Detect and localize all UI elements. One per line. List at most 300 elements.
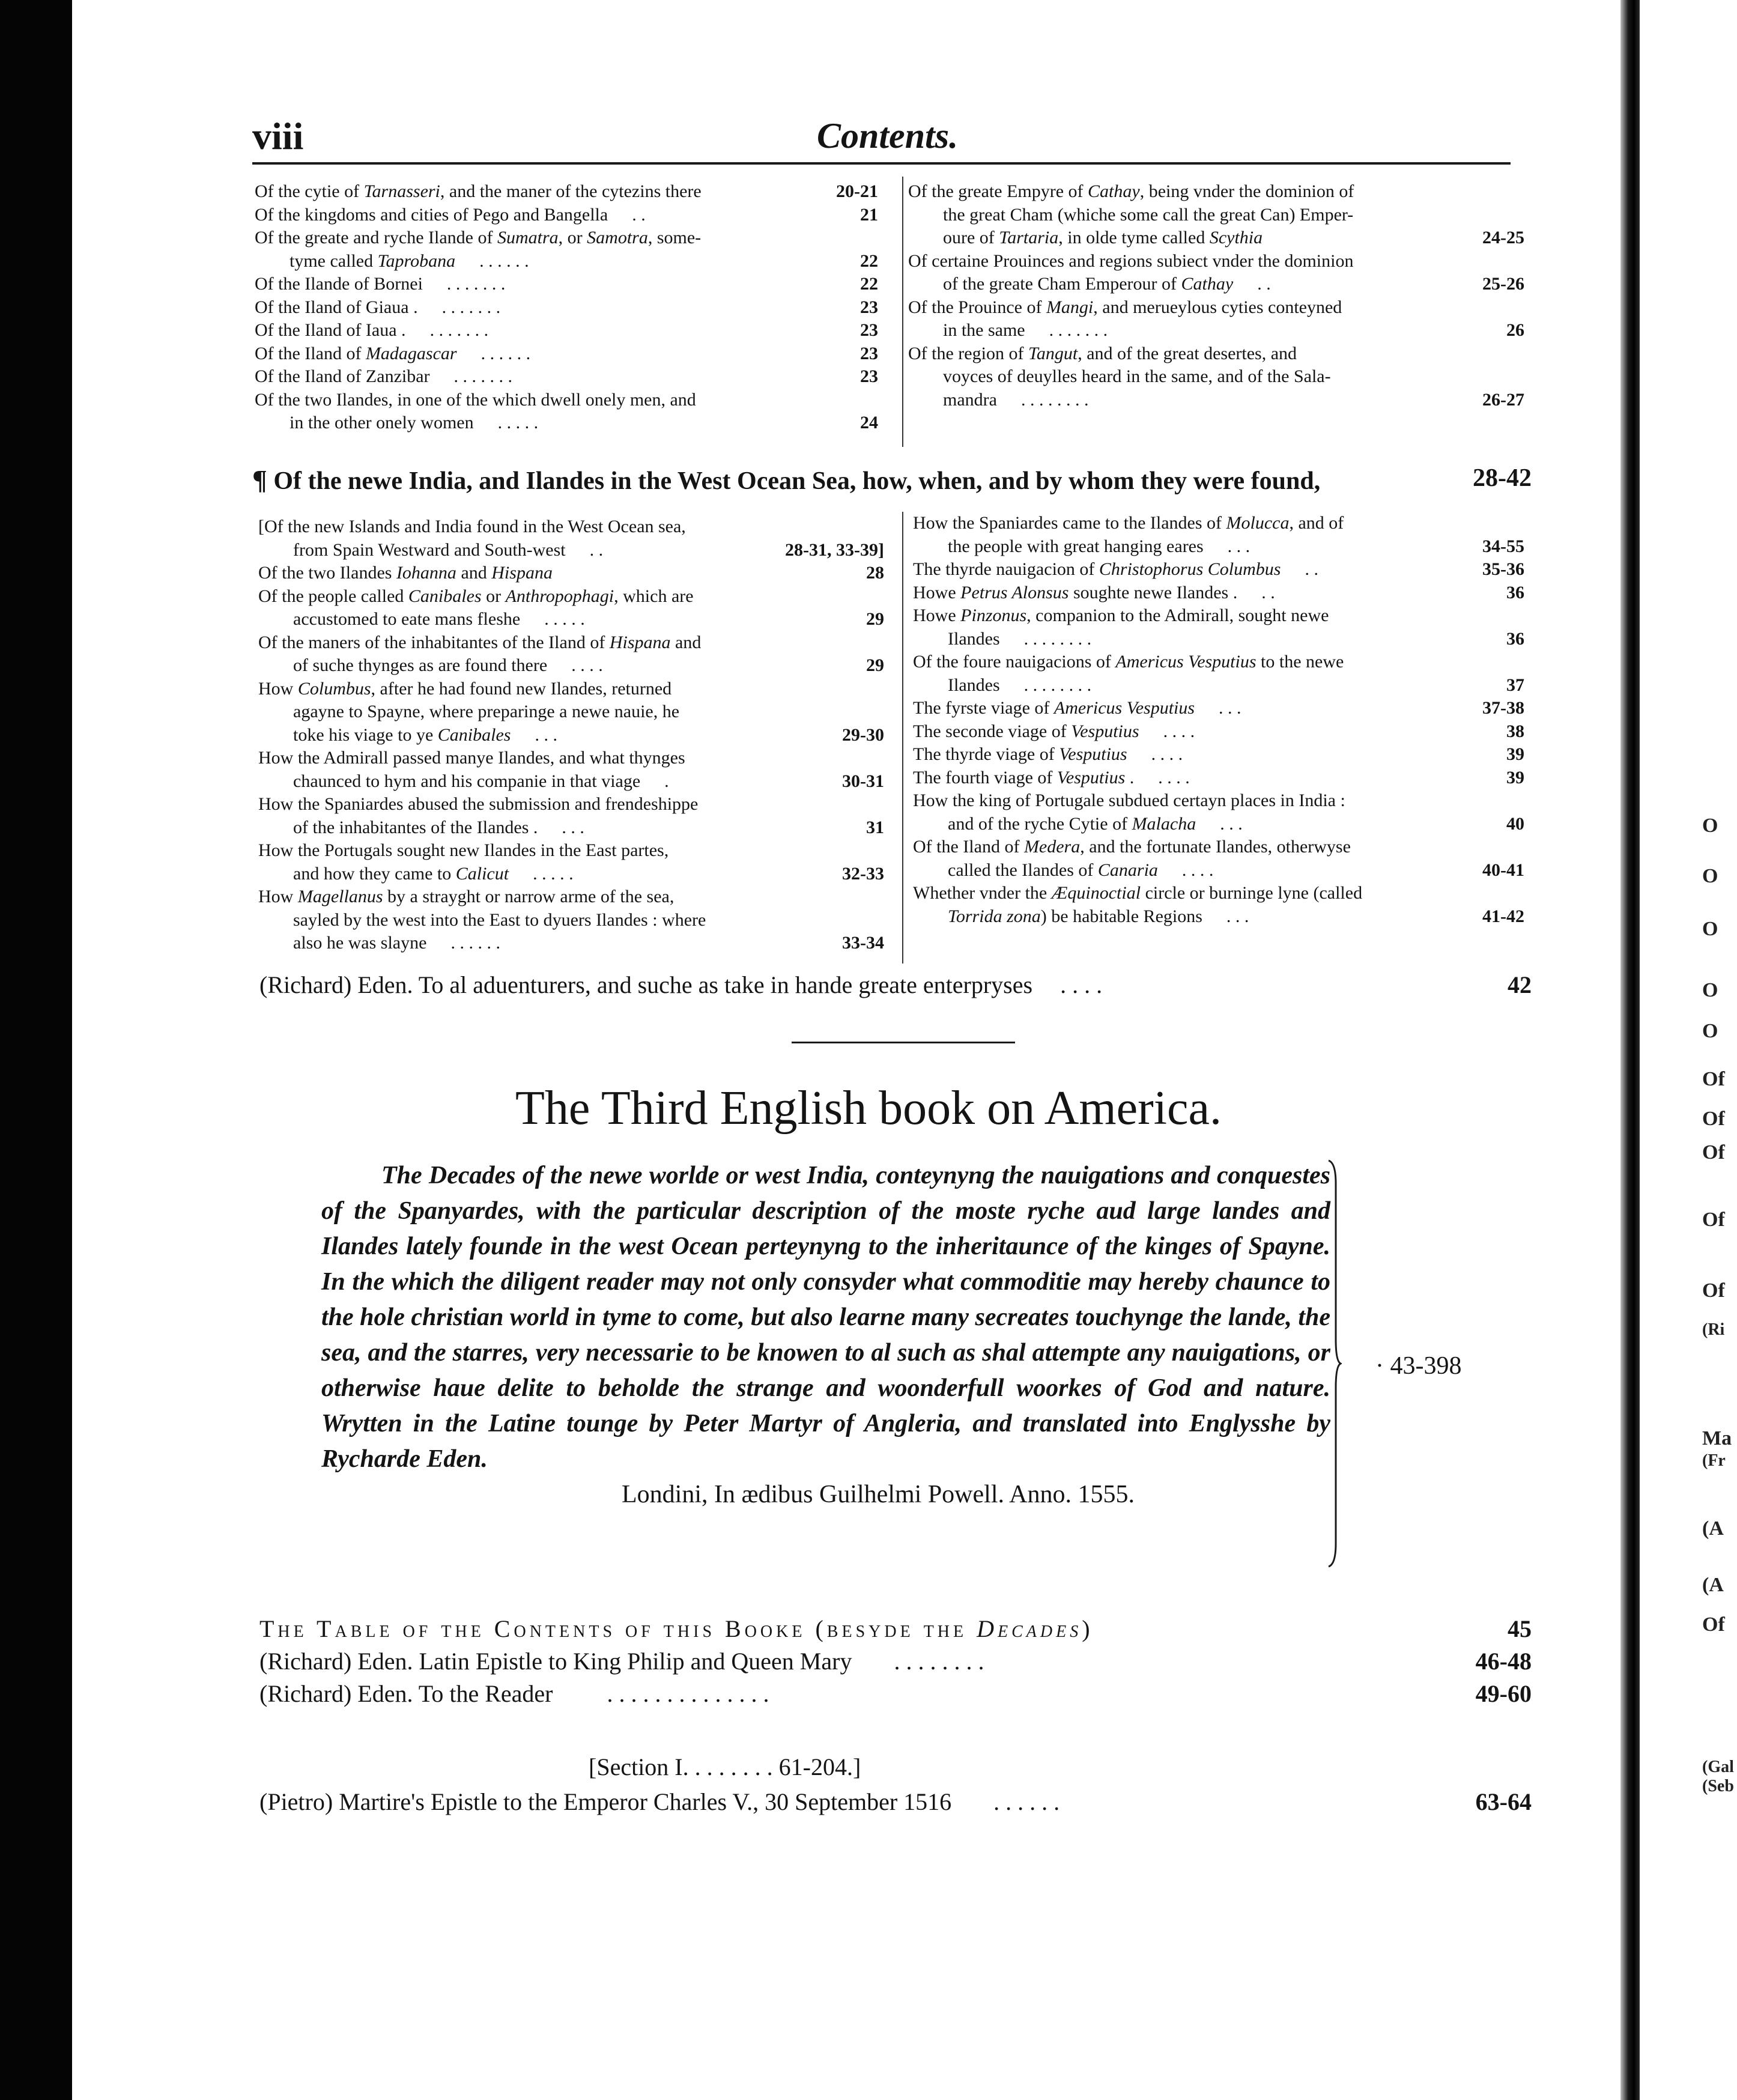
entry-continuation bbox=[258, 909, 794, 932]
contents-entry bbox=[908, 296, 1524, 342]
entry-continuation bbox=[258, 608, 794, 631]
entry-text-run: tyme called bbox=[290, 250, 378, 271]
entry-text-run: toke his viage to ye bbox=[293, 724, 438, 745]
leader-dots: . . bbox=[1257, 274, 1271, 294]
entry-text-run: The thyrde viage of bbox=[913, 744, 1059, 764]
latin-epistle-dots: . . . . . . . . bbox=[894, 1648, 984, 1675]
entry-title bbox=[913, 789, 1524, 836]
entry-text-run: , and the fortunate Ilandes, otherwyse bbox=[1080, 837, 1351, 857]
leader-dots: . . . . . . bbox=[450, 933, 500, 953]
martire-epistle-dots: . . . . . . bbox=[993, 1788, 1060, 1815]
section-heading-text: Of the newe India, and Ilandes in the West Ocean Sea, how, when, and by whom they were found, bbox=[273, 467, 1321, 495]
entry-page: 29-30 bbox=[842, 724, 884, 745]
entry-page: 32-33 bbox=[842, 863, 884, 884]
entry-text-run: or bbox=[481, 586, 506, 606]
decades-title-text: The Decades of the newe worlde or west India, conteynyng the nauigations and conquestes of the Spanyardes, with the particular description of the moste ryche aud large landes and Ilandes lately founde in the west Ocean perteynyng to the inheritaunce of the kinges of Spayne. In the which the diligent reader may not only consyder what commoditie may hereby chaunce to the hole christian world in tyme to come, but also learne many secreates touchynge the lande, the sea, and the starres, very necessarie to be knowen to al such as shal attempte any nauigations, or otherwise haue delite to beholde the strange and woonderfull woorkes of God and nature. Wrytten in the Latine tounge by Peter Martyr of Angleria, and translated into Englysshe by Rycharde Eden. bbox=[321, 1162, 1330, 1473]
entry-page: 22 bbox=[860, 250, 878, 271]
leader-dots: . . . . . bbox=[544, 609, 585, 629]
contents-entry bbox=[255, 273, 878, 296]
eden-adventurers-text: (Richard) Eden. To al aduenturers, and suche as take in hande greate enterpryses bbox=[259, 971, 1033, 998]
entry-text-run: in the other onely women bbox=[290, 413, 474, 432]
entry-page: 29 bbox=[866, 655, 884, 675]
entry-text-run: from Spain Westward and South-west bbox=[293, 539, 566, 560]
entry-page: 36 bbox=[1506, 628, 1524, 649]
entry-continuation bbox=[258, 932, 794, 955]
entry-text-run: Howe bbox=[913, 605, 961, 625]
entry-text-run: , being vnder the dominion of bbox=[1139, 181, 1354, 201]
entry-text-run: Ilandes bbox=[948, 628, 1000, 649]
entry-text-run: Cathay bbox=[1181, 274, 1234, 294]
entry-text-run: Medera bbox=[1023, 837, 1081, 857]
contents-entry bbox=[258, 793, 884, 839]
entry-text-run: of the inhabitantes of the Ilandes . bbox=[293, 817, 538, 837]
leader-dots: . . . bbox=[1219, 698, 1241, 718]
entry-text-run: How the Spaniardes came to the Ilandes of bbox=[913, 513, 1226, 533]
entry-text-run: Ilandes bbox=[948, 675, 1000, 695]
entry-text-run: Tangut bbox=[1028, 343, 1078, 363]
eden-adventurers-dots: . . . . bbox=[1060, 971, 1103, 998]
entry-text-run: Of the people called bbox=[258, 586, 408, 606]
entry-text-run: Of the two Ilandes, in one of the which dwell onely men, and bbox=[255, 389, 696, 410]
entry-text-run: Of the Iland of Zanzibar bbox=[255, 366, 430, 386]
leader-dots: . . bbox=[632, 204, 646, 225]
entry-text-run: How bbox=[258, 678, 298, 699]
facing-page-fragment: Of bbox=[1702, 1613, 1725, 1636]
brace-icon bbox=[1327, 1159, 1342, 1568]
entry-text-run: Of the two Ilandes bbox=[258, 563, 396, 583]
contents-entry bbox=[258, 885, 884, 955]
entry-continuation bbox=[913, 674, 1434, 697]
entry-title bbox=[913, 558, 1524, 581]
entry-title bbox=[255, 180, 878, 204]
entry-continuation bbox=[913, 859, 1434, 882]
martire-epistle-entry bbox=[259, 1788, 1532, 1816]
facing-page-fragment: Of bbox=[1702, 1108, 1725, 1130]
to-reader-dots: . . . . . . . . . . . . . . bbox=[607, 1680, 769, 1707]
entry-text-run: , and merueylous cyties conteyned bbox=[1093, 297, 1342, 317]
contents-entry bbox=[913, 766, 1524, 790]
leader-dots: . . . . . . bbox=[479, 250, 529, 271]
entry-continuation bbox=[913, 905, 1434, 929]
entry-title bbox=[258, 678, 884, 747]
facing-page-fragment: O bbox=[1702, 815, 1718, 837]
header-rule bbox=[252, 162, 1511, 165]
scan-left-edge bbox=[0, 0, 72, 2100]
to-reader-text: (Richard) Eden. To the Reader bbox=[259, 1680, 553, 1707]
contents-entry bbox=[258, 515, 884, 562]
entry-text-run: the great Cham (whiche some call the great Can) Emper- bbox=[943, 204, 1354, 225]
entry-text-run: oure of bbox=[943, 228, 999, 247]
entry-page: 35-36 bbox=[1482, 559, 1524, 579]
column-divider-upper bbox=[902, 177, 903, 447]
entry-title bbox=[913, 836, 1524, 882]
entry-text-run: voyces of deuylles heard in the same, and of the Sala- bbox=[943, 366, 1331, 386]
decades-word: Decades bbox=[977, 1615, 1082, 1642]
entry-text-run: Iohanna bbox=[396, 563, 456, 583]
to-reader-entry bbox=[259, 1680, 1532, 1708]
entry-title bbox=[908, 250, 1524, 296]
contents-entry bbox=[913, 581, 1524, 605]
entry-text-run: also he was slayne bbox=[293, 933, 427, 953]
entry-page: 24 bbox=[860, 413, 878, 432]
entry-continuation bbox=[258, 539, 794, 562]
latin-epistle-text: (Richard) Eden. Latin Epistle to King Philip and Queen Mary bbox=[259, 1648, 852, 1675]
eden-adventurers-page: 42 bbox=[1508, 971, 1532, 998]
entry-title bbox=[255, 204, 878, 227]
entry-text-run: Malacha bbox=[1132, 813, 1196, 834]
entry-text-run: sayled by the west into the East to dyuers Ilandes : where bbox=[293, 909, 706, 930]
entry-text-run: soughte newe Ilandes . bbox=[1069, 582, 1238, 602]
entry-text-run: called the Ilandes of bbox=[948, 860, 1098, 880]
leader-dots: . . . . bbox=[1158, 767, 1190, 788]
entry-text-run: and how they came to bbox=[293, 863, 456, 884]
leader-dots: . . . . . . . bbox=[429, 320, 489, 340]
entry-page: 26-27 bbox=[1482, 389, 1524, 410]
entry-text-run: Of the maners of the inhabitantes of the Iland of bbox=[258, 632, 610, 652]
entry-text-run: Taprobana bbox=[377, 250, 456, 271]
entry-text-run: How bbox=[258, 887, 298, 906]
entry-page: 23 bbox=[860, 320, 878, 340]
book-title: The Third English book on America. bbox=[515, 1082, 1222, 1135]
entry-text-run: Christophorus Columbus bbox=[1099, 559, 1281, 579]
entry-page: 37 bbox=[1506, 675, 1524, 695]
entry-text-run: Howe bbox=[913, 582, 961, 602]
entry-title bbox=[913, 743, 1524, 766]
to-reader-page: 49-60 bbox=[1475, 1680, 1532, 1707]
contents-column-upper-left bbox=[255, 180, 878, 435]
entry-continuation bbox=[908, 204, 1434, 227]
entry-page: 36 bbox=[1506, 582, 1524, 602]
entry-title bbox=[908, 296, 1524, 342]
entry-title bbox=[913, 604, 1524, 651]
decades-entry-page: · 43-398 bbox=[1375, 1352, 1462, 1380]
leader-dots: . . . . . bbox=[497, 413, 539, 432]
entry-text-run: Hispana bbox=[609, 632, 671, 652]
entry-text-run: Calicut bbox=[455, 863, 509, 884]
entry-title bbox=[255, 226, 878, 273]
entry-text-run: Vesputius bbox=[1059, 744, 1127, 764]
entry-continuation bbox=[908, 226, 1434, 250]
entry-text-run: Petrus Alonsus bbox=[960, 582, 1069, 602]
facing-page-fragment: Ma bbox=[1702, 1427, 1732, 1449]
entry-page: 30-31 bbox=[842, 771, 884, 791]
leader-dots: . . . . . . bbox=[480, 343, 531, 363]
entry-page: 31 bbox=[866, 817, 884, 837]
contents-entry bbox=[913, 697, 1524, 720]
leader-dots: . . . . . . . . bbox=[1023, 675, 1092, 695]
entry-page: 23 bbox=[860, 366, 878, 386]
entry-text-run: and bbox=[456, 563, 492, 583]
entry-text-run: Of the greate Empyre of bbox=[908, 181, 1088, 201]
entry-title bbox=[255, 365, 878, 389]
leader-dots: . . . bbox=[1226, 906, 1249, 926]
contents-entry bbox=[908, 250, 1524, 296]
entry-text-run: The fyrste viage of bbox=[913, 698, 1054, 718]
entry-continuation bbox=[255, 250, 788, 273]
entry-continuation bbox=[258, 700, 794, 724]
decades-imprint: Londini, In ædibus Guilhelmi Powell. Anno. 1555. bbox=[622, 1481, 1135, 1508]
entry-page: 25-26 bbox=[1482, 274, 1524, 294]
contents-entry bbox=[255, 180, 878, 204]
entry-text-run: How the king of Portugale subdued certayn places in India : bbox=[913, 791, 1345, 810]
entry-text-run: Americus Vesputius bbox=[1053, 698, 1195, 718]
entry-text-run: Pinzonus bbox=[960, 605, 1027, 625]
entry-text-run: , or bbox=[558, 228, 587, 247]
leader-dots: . . . bbox=[1227, 536, 1250, 556]
contents-entry bbox=[913, 720, 1524, 744]
contents-entry bbox=[255, 342, 878, 366]
entry-text-run: Anthropophagi bbox=[505, 586, 614, 606]
leader-dots: . . . . . . . bbox=[441, 297, 501, 317]
entry-continuation bbox=[913, 813, 1434, 836]
entry-text-run: , companion to the Admirall, sought newe bbox=[1026, 605, 1329, 625]
entry-text-run: The fourth viage of bbox=[913, 767, 1057, 788]
entry-text-run: . bbox=[1125, 767, 1135, 788]
contents-entry bbox=[255, 365, 878, 389]
contents-entry bbox=[255, 204, 878, 227]
facing-page-fragment: (A bbox=[1702, 1517, 1724, 1540]
facing-page-fragment: O bbox=[1702, 979, 1718, 1001]
entry-title bbox=[258, 585, 884, 631]
table-of-contents-text: The Table of the Contents of this Booke (besyde the bbox=[259, 1615, 977, 1642]
entry-title bbox=[908, 342, 1524, 412]
entry-text-run: Of certaine Prouinces and regions subiect vnder the dominion bbox=[908, 250, 1354, 271]
page-number: viii bbox=[252, 115, 304, 157]
entry-text-run: Of the region of bbox=[908, 343, 1028, 363]
entry-page: 39 bbox=[1506, 744, 1524, 764]
decades-description bbox=[321, 1158, 1330, 1513]
contents-entry bbox=[258, 562, 884, 585]
leader-dots: . . bbox=[1261, 582, 1275, 602]
entry-text-run: Canibales bbox=[437, 724, 511, 745]
entry-title bbox=[913, 720, 1524, 744]
entry-text-run: Molucca bbox=[1226, 513, 1290, 533]
facing-page-fragment: Of bbox=[1702, 1068, 1725, 1090]
entry-page: 29 bbox=[866, 609, 884, 629]
entry-text-run: Vesputius bbox=[1056, 767, 1126, 788]
entry-text-run: How the Spaniardes abused the submission and frendeshippe bbox=[258, 794, 699, 814]
entry-title bbox=[908, 180, 1524, 250]
entry-text-run: Torrida zona bbox=[948, 906, 1041, 926]
pilcrow-icon: ¶ bbox=[252, 464, 267, 495]
entry-text-run: ) be habitable Regions bbox=[1040, 906, 1202, 926]
contents-entry bbox=[255, 226, 878, 273]
entry-text-run: [Of the new Islands and India found in the West Ocean sea, bbox=[258, 517, 686, 536]
west-ocean-section-heading bbox=[252, 464, 1532, 496]
entry-page: 20-21 bbox=[836, 181, 878, 201]
entry-text-run: Of the Iland of bbox=[255, 343, 366, 363]
entry-title bbox=[913, 651, 1524, 697]
table-of-contents-page: 45 bbox=[1508, 1615, 1532, 1642]
entry-title bbox=[913, 697, 1524, 720]
entry-continuation bbox=[908, 273, 1434, 296]
contents-entry bbox=[255, 389, 878, 435]
entry-continuation bbox=[913, 535, 1434, 559]
entry-title bbox=[913, 512, 1524, 558]
entry-continuation bbox=[908, 365, 1434, 389]
entry-text-run: How the Admirall passed manye Ilandes, and what thynges bbox=[258, 748, 685, 768]
entry-text-run: , and of bbox=[1289, 513, 1344, 533]
facing-page-fragment: Of bbox=[1702, 1279, 1725, 1302]
contents-entry bbox=[913, 651, 1524, 697]
entry-text-run: Of the foure nauigacions of bbox=[913, 652, 1116, 672]
contents-entry bbox=[913, 836, 1524, 882]
entry-continuation bbox=[255, 411, 788, 435]
entry-page: 28-31, 33-39] bbox=[785, 539, 884, 560]
martire-epistle-page: 63-64 bbox=[1475, 1788, 1532, 1815]
running-title: Contents. bbox=[817, 116, 959, 156]
entry-page: 26 bbox=[1506, 320, 1524, 340]
entry-text-run: Canaria bbox=[1097, 860, 1158, 880]
contents-entry bbox=[913, 882, 1524, 928]
contents-entry bbox=[908, 180, 1524, 250]
entry-continuation bbox=[258, 816, 794, 840]
leader-dots: . . bbox=[1305, 559, 1318, 579]
entry-text-run: Æquinoctial bbox=[1051, 883, 1141, 903]
facing-page-fragment: (Seb bbox=[1702, 1777, 1734, 1795]
facing-page-fragment: O bbox=[1702, 865, 1718, 887]
entry-text-run: mandra bbox=[943, 389, 997, 410]
entry-text-run: Of the greate and ryche Ilande of bbox=[255, 228, 497, 247]
contents-entry bbox=[258, 631, 884, 678]
entry-continuation bbox=[913, 628, 1434, 651]
facing-page-fragment: Of bbox=[1702, 1209, 1725, 1231]
contents-column-lower-right bbox=[913, 512, 1524, 928]
contents-entry bbox=[255, 296, 878, 320]
contents-entry bbox=[913, 743, 1524, 766]
leader-dots: . . . . bbox=[1181, 860, 1214, 880]
latin-epistle-page: 46-48 bbox=[1475, 1648, 1532, 1675]
table-of-contents-close: ) bbox=[1082, 1615, 1090, 1642]
entry-text-run: , and of the great desertes, and bbox=[1078, 343, 1297, 363]
entry-page: 40 bbox=[1506, 813, 1524, 834]
contents-column-lower-left bbox=[258, 515, 884, 955]
column-divider-lower bbox=[902, 512, 903, 964]
leader-dots: . . . bbox=[1220, 813, 1243, 834]
entry-text-run: the people with great hanging eares bbox=[948, 536, 1204, 556]
entry-page: 28 bbox=[866, 563, 884, 583]
entry-text-run: agayne to Spayne, where preparinge a newe nauie, he bbox=[293, 702, 680, 721]
leader-dots: . . bbox=[589, 539, 604, 560]
entry-text-run: The seconde viage of bbox=[913, 721, 1072, 741]
contents-entry bbox=[908, 342, 1524, 412]
entry-text-run: Madagascar bbox=[365, 343, 457, 363]
entry-page: 34-55 bbox=[1482, 536, 1524, 556]
entry-title bbox=[913, 581, 1524, 605]
facing-page-fragment: (Ri bbox=[1702, 1320, 1725, 1339]
leader-dots: . . . bbox=[562, 817, 584, 837]
table-of-contents-entry bbox=[259, 1615, 1532, 1643]
entry-page: 22 bbox=[860, 274, 878, 294]
leader-dots: . . . . . . . . bbox=[1023, 628, 1092, 649]
entry-text-run: , some- bbox=[647, 228, 702, 247]
facing-page-fragment: Of bbox=[1702, 1141, 1725, 1164]
entry-text-run: , in olde tyme called bbox=[1058, 228, 1210, 247]
facing-page-fragment: (A bbox=[1702, 1574, 1724, 1596]
eden-adventurers-entry bbox=[259, 971, 1532, 999]
leader-dots: . . . bbox=[535, 724, 557, 745]
leader-dots: . . . . bbox=[1151, 744, 1183, 764]
facing-page-fragment: (Gal bbox=[1702, 1758, 1734, 1776]
entry-text-run: Tartaria bbox=[999, 228, 1059, 247]
entry-text-run: of suche thynges as are found there bbox=[293, 655, 548, 675]
leader-dots: . bbox=[664, 771, 669, 791]
entry-text-run: accustomed to eate mans fleshe bbox=[293, 609, 521, 629]
contents-entry bbox=[913, 558, 1524, 581]
entry-continuation bbox=[258, 724, 794, 747]
entry-text-run: Columbus bbox=[297, 678, 371, 699]
entry-title bbox=[258, 793, 884, 839]
entry-text-run: Samotra bbox=[587, 228, 648, 247]
entry-text-run: Sumatra bbox=[497, 228, 559, 247]
entry-text-run: Vesputius bbox=[1071, 721, 1139, 741]
entry-title bbox=[258, 631, 884, 678]
facing-page-fragment: O bbox=[1702, 918, 1718, 940]
entry-text-run: Of the Ilande of Bornei bbox=[255, 274, 423, 294]
entry-text-run: in the same bbox=[943, 320, 1025, 340]
leader-dots: . . . . . . . bbox=[453, 366, 513, 386]
entry-text-run: chaunced to hym and his companie in that viage bbox=[293, 771, 641, 791]
entry-page: 41-42 bbox=[1482, 906, 1524, 926]
entry-page: 23 bbox=[860, 343, 878, 363]
entry-text-run: Of the Iland of Iaua . bbox=[255, 320, 406, 340]
entry-text-run: Of the Iland of Giaua . bbox=[255, 297, 418, 317]
contents-entry bbox=[913, 789, 1524, 836]
entry-text-run: Hispana bbox=[491, 563, 553, 583]
entry-page: 38 bbox=[1506, 721, 1524, 741]
entry-text-run: of the greate Cham Emperour of bbox=[943, 274, 1181, 294]
martire-epistle-text: (Pietro) Martire's Epistle to the Emperor Charles V., 30 September 1516 bbox=[259, 1788, 952, 1815]
entry-title bbox=[255, 296, 878, 320]
latin-epistle-entry bbox=[259, 1647, 1532, 1675]
entry-continuation bbox=[908, 389, 1434, 412]
facing-page-fragment: (Fr bbox=[1702, 1451, 1726, 1470]
entry-title bbox=[255, 273, 878, 296]
entry-title bbox=[258, 839, 884, 885]
entry-title bbox=[258, 562, 884, 585]
entry-text-run: Canibales bbox=[408, 586, 482, 606]
entry-text-run: Whether vnder the bbox=[913, 883, 1052, 903]
book-gutter bbox=[1620, 0, 1640, 2100]
entry-text-run: Of the cytie of bbox=[255, 181, 364, 201]
entry-page: 21 bbox=[860, 204, 878, 225]
entry-continuation bbox=[258, 770, 794, 794]
entry-text-run: , after he had found new Ilandes, returned bbox=[371, 678, 672, 699]
entry-text-run: circle or burninge lyne (called bbox=[1141, 883, 1363, 903]
entry-text-run: Magellanus bbox=[297, 887, 383, 906]
entry-text-run: Tarnasseri bbox=[363, 181, 440, 201]
leader-dots: . . . . . . . bbox=[446, 274, 506, 294]
decades-page: 43-398 bbox=[1390, 1352, 1462, 1380]
section-heading-page: 28-42 bbox=[1473, 464, 1532, 492]
entry-text-run: and bbox=[670, 632, 702, 652]
entry-text-run: , and the maner of the cytezins there bbox=[440, 181, 702, 201]
leader-dots: . . . . bbox=[571, 655, 603, 675]
entry-text-run: Of the Prouince of bbox=[908, 297, 1046, 317]
leader-dots: . . . . . . . . bbox=[1020, 389, 1089, 410]
entry-text-run: Mangi bbox=[1046, 297, 1094, 317]
entry-text-run: Americus Vesputius bbox=[1115, 652, 1257, 672]
entry-text-run: to the newe bbox=[1256, 652, 1344, 672]
leader-dots: . . . . . . . bbox=[1049, 320, 1108, 340]
entry-continuation bbox=[258, 654, 794, 678]
facing-page-fragment: O bbox=[1702, 1020, 1718, 1042]
entry-text-run: and of the ryche Cytie of bbox=[948, 813, 1132, 834]
entry-text-run: Cathay bbox=[1088, 181, 1140, 201]
entry-page: 39 bbox=[1506, 767, 1524, 788]
entry-text-run: Of the kingdoms and cities of Pego and Bangella bbox=[255, 204, 608, 225]
entry-text-run: Of the Iland of bbox=[913, 837, 1024, 857]
